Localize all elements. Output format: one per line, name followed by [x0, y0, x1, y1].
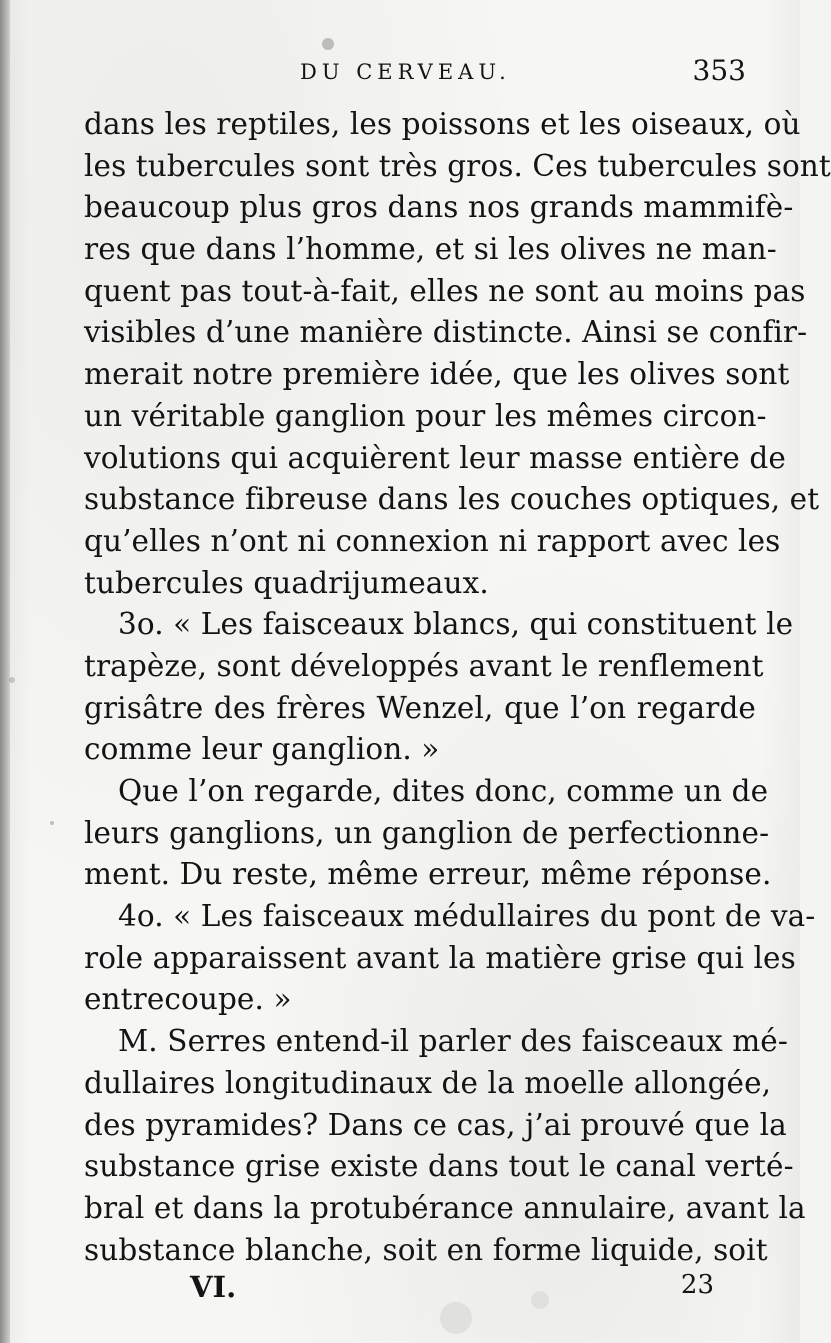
text-line: leurs ganglions, un ganglion de perfectionne- [84, 815, 770, 850]
running-title: DU CERVEAU. [300, 60, 511, 84]
text-line: qu’elles n’ont ni connexion ni rapport avec les [84, 523, 781, 558]
page-footer [84, 1270, 756, 1310]
signature-mark: VI. [190, 1270, 237, 1304]
text-line: substance blanche, soit en forme liquide, soit [84, 1232, 768, 1267]
text-line: tubercules quadrijumeaux. [84, 565, 489, 600]
page-number: 353 [692, 54, 746, 87]
text-line: Que l’on regarde, dites donc, comme un de [118, 774, 769, 808]
text-line: res que dans l’homme, et si les olives ne man- [84, 232, 777, 267]
text-line: des pyramides? Dans ce cas, j’ai prouvé que la [84, 1107, 787, 1142]
text-line: trapèze, sont développés avant le renflement [84, 648, 764, 683]
page-gutter-shadow [0, 0, 10, 1343]
text-line: 3o. « Les faisceaux blancs, qui constituent le [118, 607, 794, 642]
text-line: quent pas tout-à-fait, elles ne sont au moins pas [84, 273, 806, 308]
text-line: entrecoupe. » [84, 982, 292, 1017]
text-line: merait notre première idée, que les olives sont [84, 357, 790, 392]
body-text [84, 104, 831, 1271]
text-line: role apparaissent avant la matière grise qui les [84, 940, 796, 975]
text-line: volutions qui acquièrent leur masse entière de [84, 440, 786, 475]
text-line: substance grise existe dans tout le canal verté- [84, 1149, 794, 1184]
text-line: dans les reptiles, les poissons et les oiseaux, où [84, 107, 801, 141]
text-line: grisâtre des frères Wenzel, que l’on regarde [84, 690, 756, 725]
text-line: ment. Du reste, même erreur, même réponse. [84, 857, 772, 892]
text-line: beaucoup plus gros dans nos grands mammifè- [84, 190, 794, 225]
text-line: un véritable ganglion pour les mêmes circon- [84, 398, 767, 433]
text-line: dullaires longitudinaux de la moelle allongée, [84, 1065, 772, 1100]
text-line: les tubercules sont très gros. Ces tubercules sont [84, 148, 831, 183]
text-line: comme leur ganglion. » [84, 732, 440, 767]
text-line: 4o. « Les faisceaux médullaires du pont de va- [118, 899, 816, 934]
text-line: visibles d’une manière distincte. Ainsi se confir- [84, 315, 808, 350]
running-header [80, 54, 750, 94]
text-line: substance fibreuse dans les couches optiques, et [84, 482, 820, 517]
text-line: bral et dans la protubérance annulaire, avant la [84, 1190, 806, 1225]
gathering-folio: 23 [680, 1270, 714, 1300]
text-line: M. Serres entend-il parler des faisceaux mé- [118, 1024, 788, 1059]
